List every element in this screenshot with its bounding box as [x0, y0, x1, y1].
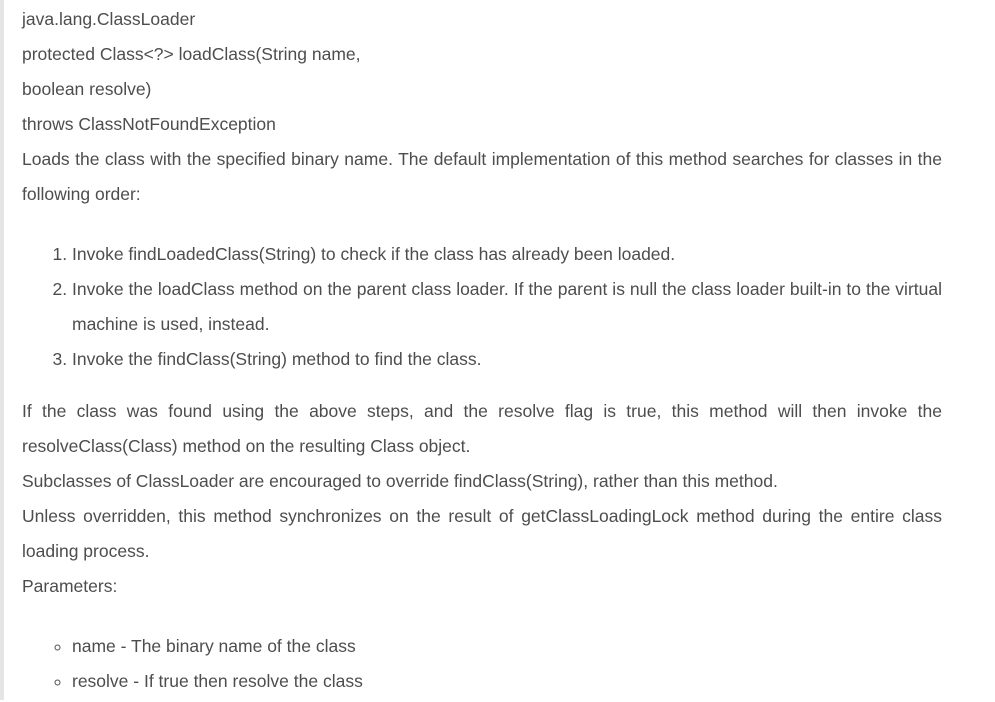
- resolve-note: If the class was found using the above steps, and the resolve flag is true, this method will then invoke the resolveClass(Class) method on the resulting Class object.: [22, 401, 942, 456]
- method-signature-line-1: protected Class<?> loadClass(String name,: [22, 44, 361, 64]
- subclass-note: Subclasses of ClassLoader are encouraged to override findClass(String), rather than this method.: [22, 471, 778, 491]
- list-item: ◦ resolve - If true then resolve the class: [72, 664, 942, 699]
- list-item: ◦ name - The binary name of the class: [72, 629, 942, 664]
- parameters-list: [22, 629, 942, 699]
- search-order-list: [22, 237, 942, 377]
- list-item: 3. Invoke the findClass(String) method to find the class.: [72, 342, 942, 377]
- quote-bar: [0, 0, 4, 700]
- list-item: 2. Invoke the loadClass method on the parent class loader. If the parent is null the class loader built-in to the virtual machine is used, instead.: [72, 272, 942, 342]
- doc-content: [22, 2, 942, 699]
- description-intro: Loads the class with the specified binary name. The default implementation of this method searches for classes in the following order:: [22, 149, 942, 204]
- throws-clause: throws ClassNotFoundException: [22, 114, 276, 134]
- list-item: 1. Invoke findLoadedClass(String) to check if the class has already been loaded.: [72, 237, 942, 272]
- method-signature-line-2: boolean resolve): [22, 79, 152, 99]
- parameters-heading: Parameters:: [22, 576, 118, 596]
- class-name: java.lang.ClassLoader: [22, 9, 196, 29]
- synchronization-note: Unless overridden, this method synchronizes on the result of getClassLoadingLock method during the entire class loading process.: [22, 506, 942, 561]
